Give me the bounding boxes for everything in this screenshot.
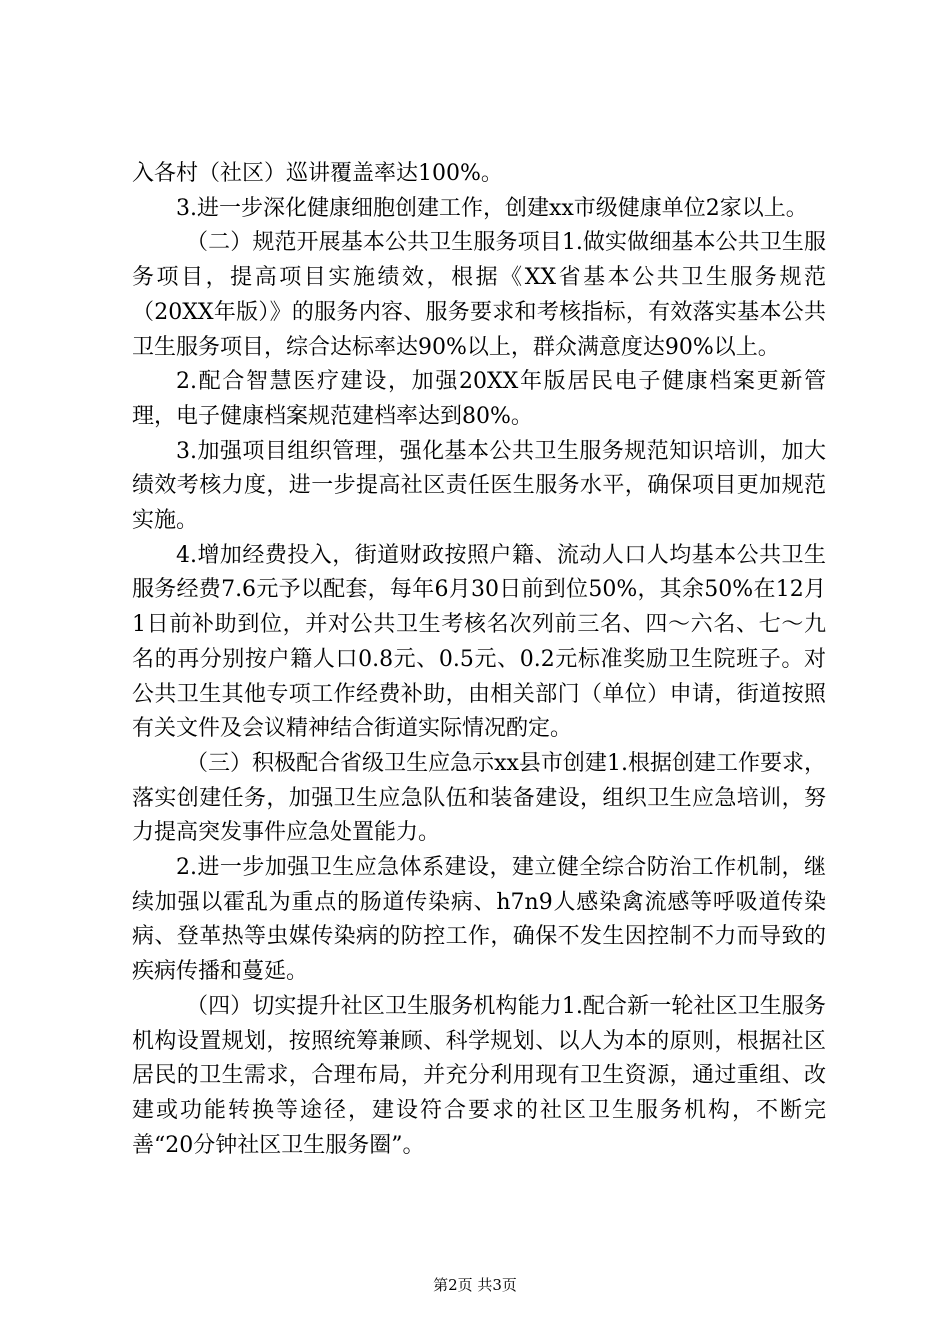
paragraph-item-4-funding: 4.增加经费投入，街道财政按照户籍、流动人口人均基本公共卫生服务经费7.6元予以配套，每年6月30日前到位50%，其余50%在12月1日前补助到位，并对公共卫生考核名次列前三名、四～六名、七～九名的再分别按户籍人口0.8元、0.5元、0.2元标准奖励卫生院班子。对公共卫生其他专项工作经费补助，由相关部门（单位）申请，街道按照有关文件及会议精神结合街道实际情况酌定。 <box>132 542 826 742</box>
paragraph-continuation: 入各村（社区）巡讲覆盖率达100%。 <box>132 161 503 186</box>
paragraph-item-2-smart-medical: 2.配合智慧医疗建设，加强20XX年版居民电子健康档案更新管理，电子健康档案规范建档率达到80%。 <box>132 369 826 429</box>
paragraph-item-3-health-cells: 3.进一步深化健康细胞创建工作，创建xx市级健康单位2家以上。 <box>176 195 808 221</box>
paragraph-item-2-emergency-system: 2.进一步加强卫生应急体系建设，建立健全综合防治工作机制，继续加强以霍乱为重点的肠道传染病、h7n9人感染禽流感等呼吸道传染病、登革热等虫媒传染病的防控工作，确保不发生因控制不力而导致的疾病传播和蔓延。 <box>132 855 826 985</box>
page-footer: 第2页 共3页 <box>433 1276 517 1294</box>
document-body <box>132 157 826 1163</box>
paragraph-item-3-project-management: 3.加强项目组织管理，强化基本公共卫生服务规范知识培训，加大绩效考核力度，进一步提高社区责任医生服务水平，确保项目更加规范实施。 <box>132 438 826 534</box>
section-heading-4-community-services: （四）切实提升社区卫生服务机构能力1.配合新一轮社区卫生服务机构设置规划，按照统筹兼顾、科学规划、以人为本的原则，根据社区居民的卫生需求，合理布局，并充分利用现有卫生资源，通过重组、改建或功能转换等途径，建设符合要求的社区卫生服务机构，不断完善“20分钟社区卫生服务圈”。 <box>132 993 826 1158</box>
section-heading-2-public-health-services: （二）规范开展基本公共卫生服务项目1.做实做细基本公共卫生服务项目，提高项目实施绩效，根据《XX省基本公共卫生服务规范（20XX年版）》的服务内容、服务要求和考核指标，有效落实基本公共卫生服务项目，综合达标率达90%以上，群众满意度达90%以上。 <box>132 230 826 360</box>
section-heading-3-emergency-response: （三）积极配合省级卫生应急示xx县市创建1.根据创建工作要求，落实创建任务，加强卫生应急队伍和装备建设，组织卫生应急培训，努力提高突发事件应急处置能力。 <box>132 750 826 846</box>
